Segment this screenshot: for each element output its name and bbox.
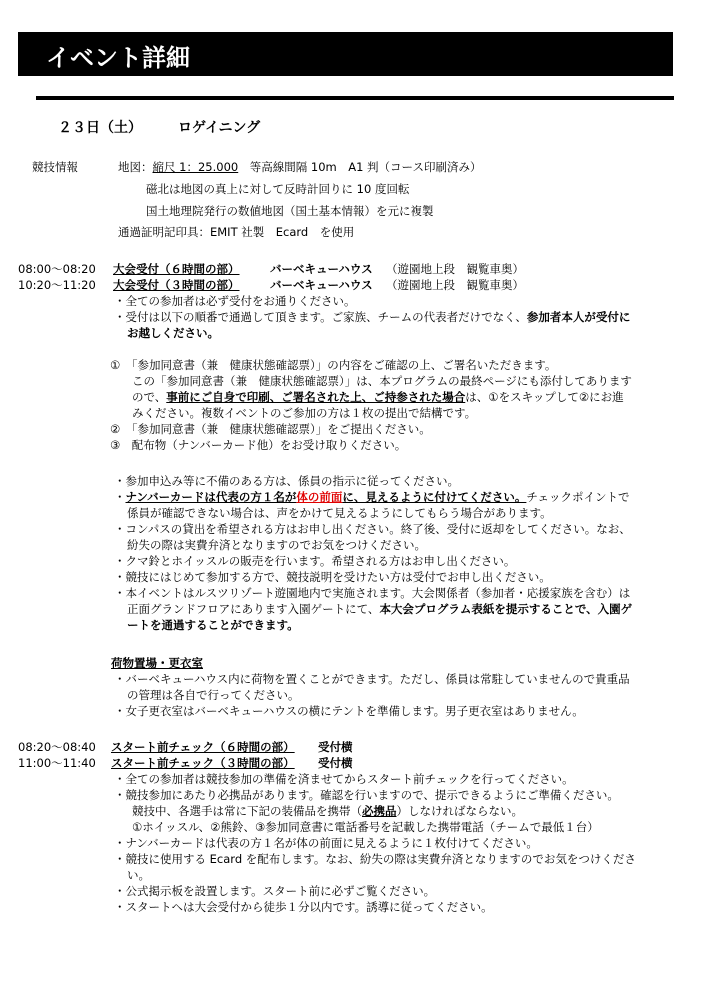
precheck-place-1: 受付横: [318, 740, 353, 754]
event-name: ロゲイニング: [178, 120, 261, 136]
precheck-time-2: 11:00～11:40: [18, 756, 96, 770]
precheck-line-2: ・競技参加にあたり必携品があります。確認を行いますので、提示できるようにご準備ください。: [114, 788, 619, 802]
precheck-line-8: ・スタートへは大会受付から徒歩１分以内です。誘導に従ってください。: [114, 900, 493, 914]
note-6-cont-2: ートを通過することができます。: [127, 618, 299, 632]
precheck-line-4: ①ホイッスル、②熊鈴、③参加同意書に電話番号を記載した携帯電話（チームで最低１台）: [132, 820, 599, 834]
baggage-line-2: ・女子更衣室はバーベキューハウスの横にテントを準備します。男子更衣室はありません。: [114, 704, 584, 718]
page-title: イベント詳細: [46, 44, 190, 72]
competition-line-4: 通過証明記印具：EMIT 社製 Ecard を使用: [118, 225, 355, 239]
reception-place-2: バーベキューハウス: [270, 278, 373, 292]
note-2: ・ナンバーカードは代表の方１名が体の前面に、見えるように付けてください。チェックポイントで: [114, 490, 630, 504]
reception-time-2: 10:20～11:20: [18, 278, 96, 292]
competition-label: 競技情報: [32, 160, 78, 174]
step-1-note-2: ので、事前にご自身で印刷、ご署名された上、ご持参された場合は、①をスキップして②にお進: [132, 390, 624, 404]
precheck-line-7: ・公式掲示板を設置します。スタート前に必ずご覧ください。: [114, 884, 436, 898]
step-3: ③ 配布物（ナンバーカード他）をお受け取りください。: [110, 438, 407, 452]
reception-item-2: 大会受付（３時間の部）: [113, 278, 240, 292]
reception-place-note-2: （遊園地上段 観覧車奥）: [386, 278, 524, 292]
note-2-cont: 係員が確認できない場合は、声をかけて見えるようにしてもらう場合があります。: [127, 506, 552, 520]
step-1-note-3: みください。複数イベントのご参加の方は１枚の提出で結構です。: [132, 406, 477, 420]
divider: [36, 96, 674, 100]
competition-line-1: 地図：縮尺 1：25.000 等高線間隔 10m A1 判（コース印刷済み）: [118, 160, 482, 174]
reception-bullet-2: ・受付は以下の順番で通過して頂きます。ご家族、チームの代表者だけでなく、参加者本人が受付に: [114, 310, 631, 324]
reception-place-1: バーベキューハウス: [270, 262, 373, 276]
note-5: ・競技にはじめて参加する方で、競技説明を受けたい方は受付でお申し出ください。: [114, 570, 551, 584]
precheck-time-1: 08:20～08:40: [18, 740, 96, 754]
step-2: ② 「参加同意書（兼 健康状態確認票）」をご提出ください。: [110, 422, 431, 436]
baggage-line-1-cont: の管理は各自で行ってください。: [127, 688, 300, 702]
precheck-item-2: スタート前チェック（３時間の部）: [111, 756, 295, 770]
event-day: ２３日（土）: [58, 120, 142, 136]
reception-place-note-1: （遊園地上段 観覧車奥）: [386, 262, 524, 276]
precheck-line-6: ・競技に使用する Ecard を配布します。なお、紛失の際は実費弁済となりますのでお気をつけくださ: [114, 852, 636, 866]
note-6: ・本イベントはルスツリゾート遊園地内で実施されます。大会関係者（参加者・応援家族を含む）は: [114, 586, 631, 600]
precheck-item-1: スタート前チェック（６時間の部）: [111, 740, 295, 754]
precheck-line-3: 競技中、各選手は常に下記の装備品を携帯（必携品）しなければならない。: [132, 804, 523, 818]
reception-time-1: 08:00～08:20: [18, 262, 96, 276]
note-6-cont: 正面グランドフロアにあります入園ゲートにて、本大会プログラム表紙を提示することで、入園ゲ: [127, 602, 633, 616]
note-1: ・参加申込み等に不備のある方は、係員の指示に従ってください。: [114, 474, 459, 488]
note-3: ・コンパスの貸出を希望される方はお申し出ください。終了後、受付に返却をしてください。なお、: [114, 522, 631, 536]
note-3-cont: 紛失の際は実費弁済となりますのでお気をつけください。: [127, 538, 426, 552]
competition-line-2: 磁北は地図の真上に対して反時計回りに 10 度回転: [146, 182, 410, 196]
baggage-heading: 荷物置場・更衣室: [111, 656, 203, 670]
step-1: ① 「参加同意書（兼 健康状態確認票）」の内容をご確認の上、ご署名いただきます。: [110, 358, 557, 372]
note-4: ・クマ鈴とホイッスルの販売を行います。希望される方はお申し出ください。: [114, 554, 516, 568]
reception-bullet-2-cont: お越しください。: [127, 326, 219, 340]
precheck-line-6-cont: い。: [127, 868, 150, 882]
reception-item-1: 大会受付（６時間の部）: [113, 262, 240, 276]
competition-line-3: 国土地理院発行の数値地図（国土基本情報）を元に複製: [146, 204, 434, 218]
step-1-note-1: この「参加同意書（兼 健康状態確認票）」は、本プログラムの最終ページにも添付してあります: [132, 374, 632, 388]
precheck-place-2: 受付横: [318, 756, 353, 770]
section-banner: [18, 32, 673, 76]
reception-bullet-1: ・全ての参加者は必ず受付をお通りください。: [114, 294, 356, 308]
baggage-line-1: ・バーベキューハウス内に荷物を置くことができます。ただし、係員は常駐していませんので貴重品: [114, 672, 630, 686]
precheck-line-5: ・ナンバーカードは代表の方１名が体の前面に見えるように１枚付けてください。: [114, 836, 538, 850]
precheck-line-1: ・全ての参加者は競技参加の準備を済ませてからスタート前チェックを行ってください。: [114, 772, 574, 786]
